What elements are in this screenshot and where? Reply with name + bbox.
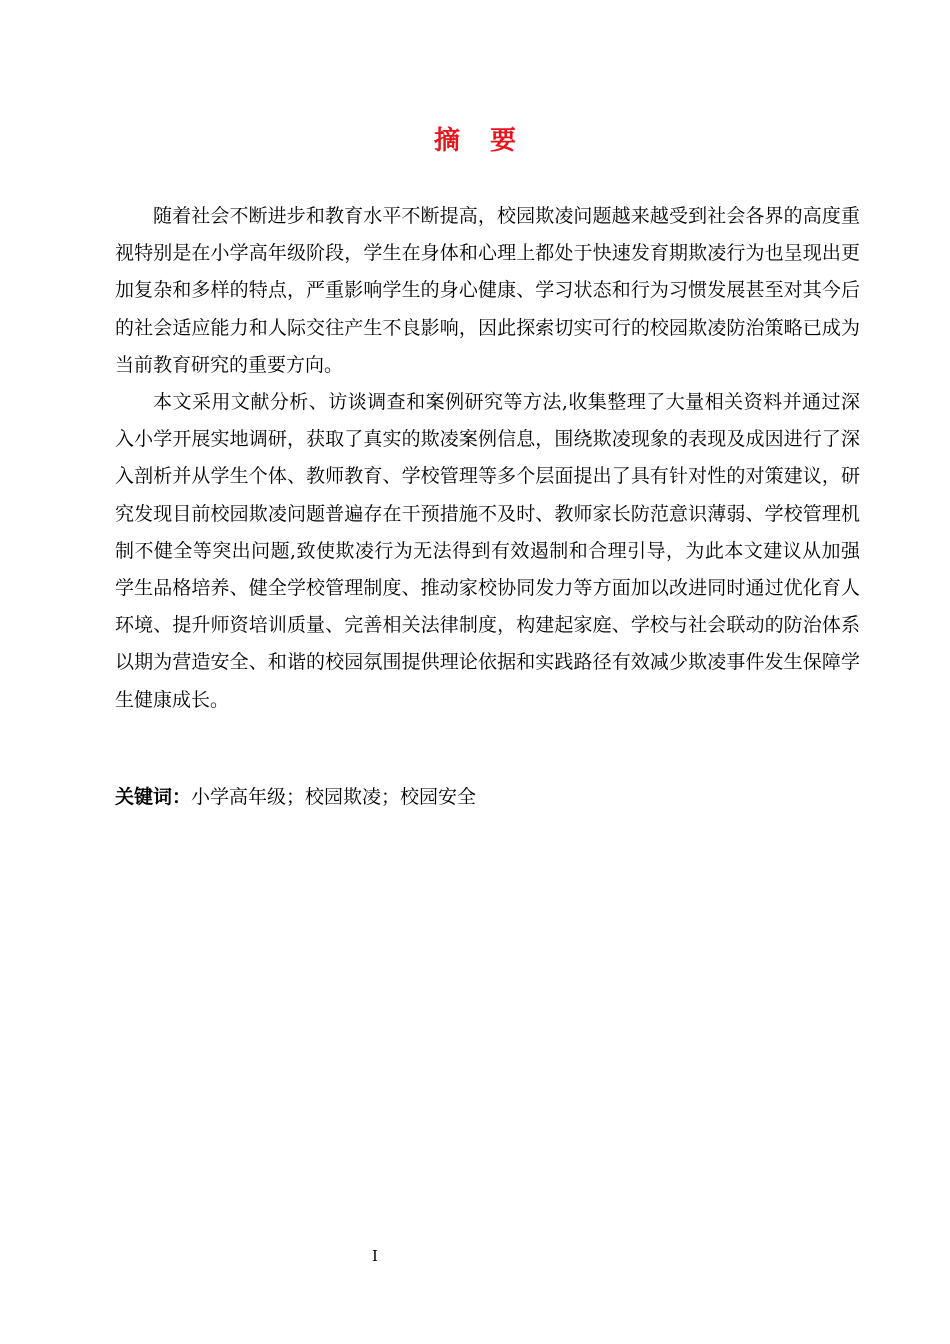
abstract-title: 摘要 [433, 126, 546, 156]
keywords-line [115, 782, 860, 812]
page-number: I [372, 1247, 378, 1265]
abstract-paragraph-2: 本文采用文献分析、访谈调查和案例研究等方法,收集整理了大量相关资料并通过深入小学开展实地调研，获取了真实的欺凌案例信息，围绕欺凌现象的表现及成因进行了深入剖析并从学生个体、教师教育、学校管理等多个层面提出了具有针对性的对策建议，研究发现目前校园欺凌问题普遍存在干预措施不及时、教师家长防范意识薄弱、学校管理机制不健全等突出问题,致使欺凌行为无法得到有效遏制和合理引导，为此本文建议从加强学生品格培养、健全学校管理制度、推动家校协同发力等方面加以改进同时通过优化育人环境、提升师资培训质量、完善相关法律制度，构建起家庭、学校与社会联动的防治体系以期为营造安全、和谐的校园氛围提供理论依据和实践路径有效减少欺凌事件发生保障学生健康成长。 [115, 391, 860, 711]
keywords-value: 小学高年级；校园欺凌；校园安全 [191, 786, 477, 808]
abstract-body [115, 198, 860, 719]
keywords-label: 关键词： [115, 786, 192, 808]
abstract-paragraph-1: 随着社会不断进步和教育水平不断提高，校园欺凌问题越来越受到社会各界的高度重视特别是在小学高年级阶段，学生在身体和心理上都处于快速发育期欺凌行为也呈现出更加复杂和多样的特点，严重影响学生的身心健康、学习状态和行为习惯发展甚至对其今后的社会适应能力和人际交往产生不良影响，因此探索切实可行的校园欺凌防治策略已成为当前教育研究的重要方向。 [115, 205, 860, 376]
